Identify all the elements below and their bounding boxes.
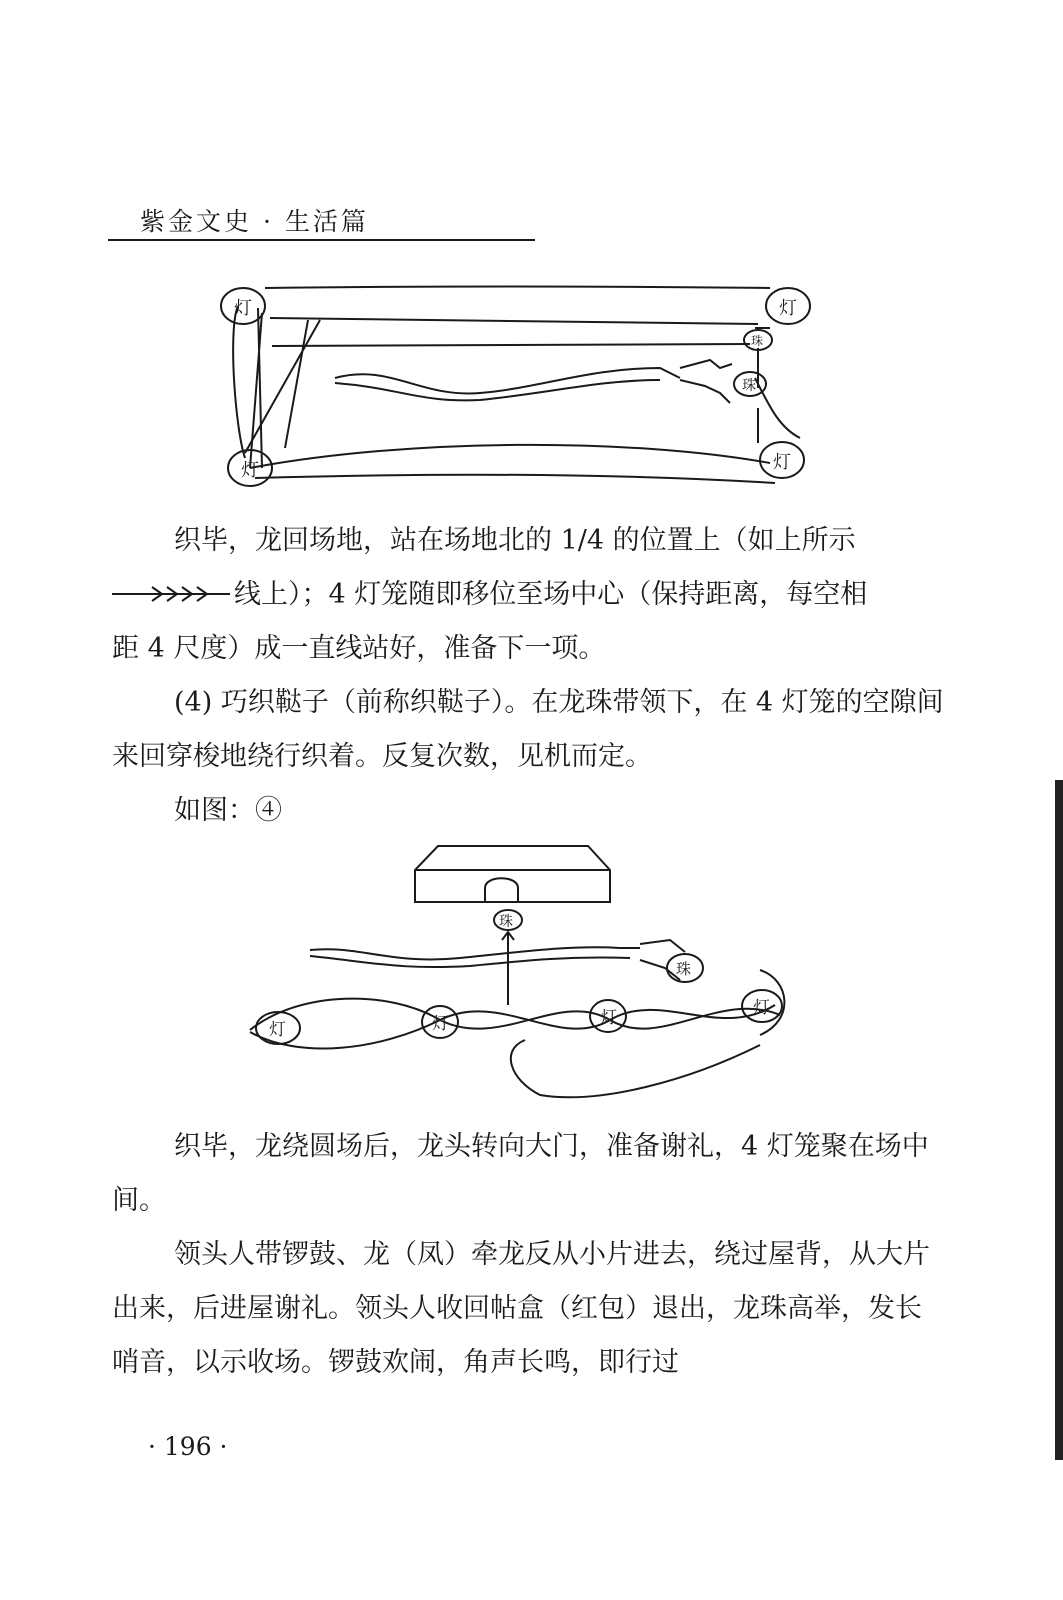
paragraph-5: 领头人带锣鼓、龙（凤）牵龙反从小片进去，绕过屋背，从大片出来，后进屋谢礼。领头人收回帖盒（红包）退出，龙珠高举，发长哨音，以示收场。锣鼓欢闹，角声长鸣，即行过: [112, 1239, 930, 1378]
page-number: · 196 ·: [148, 1432, 228, 1461]
arrow-line-icon: [112, 569, 232, 623]
lantern-label-w3: 灯: [600, 1008, 617, 1028]
pearl-label-head: 珠: [742, 378, 756, 394]
lantern-label-bl: 灯: [241, 460, 259, 481]
lantern-label-br: 灯: [773, 452, 791, 473]
figure-procession-to-house: [240, 840, 800, 1110]
lantern-label-w2: 灯: [432, 1014, 449, 1034]
paragraph-1-line-2-text: 线上）；4 灯笼随即移位至场中心（保持距离，每空相: [234, 579, 868, 610]
lantern-label-w4: 灯: [753, 998, 770, 1018]
paragraph-1-line-2: [112, 568, 947, 623]
lantern-label-tl: 灯: [234, 298, 252, 319]
pearl-label-leading: 珠: [499, 914, 513, 930]
figure-lantern-weave-pattern: [210, 268, 830, 503]
lantern-label-tr: 灯: [779, 298, 797, 319]
figure-caption: 如图：④: [174, 795, 282, 826]
pearl-label-head-2: 珠: [676, 960, 692, 978]
paragraph-1-line-1: 织毕，龙回场地，站在场地北的 1/4 的位置上（如上所示: [174, 525, 856, 556]
pearl-label-top: 珠: [751, 334, 764, 348]
scan-edge-shadow: [1055, 780, 1063, 1460]
paragraph-2: (4) 巧织鞑子（前称织鞑子）。在龙珠带领下，在 4 灯笼的空隙间来回穿梭地绕行织着。反复次数，见机而定。: [112, 687, 944, 772]
lantern-label-w1: 灯: [269, 1020, 286, 1040]
header-rule: [108, 239, 535, 241]
running-head: 紫金文史 · 生活篇: [140, 207, 369, 236]
paragraph-4: 织毕，龙绕圆场后，龙头转向大门，准备谢礼，4 灯笼聚在场中间。: [112, 1131, 929, 1216]
house-icon: [415, 846, 610, 902]
paragraph-1-line-3: 距 4 尺度）成一直线站好，准备下一项。: [112, 633, 606, 664]
